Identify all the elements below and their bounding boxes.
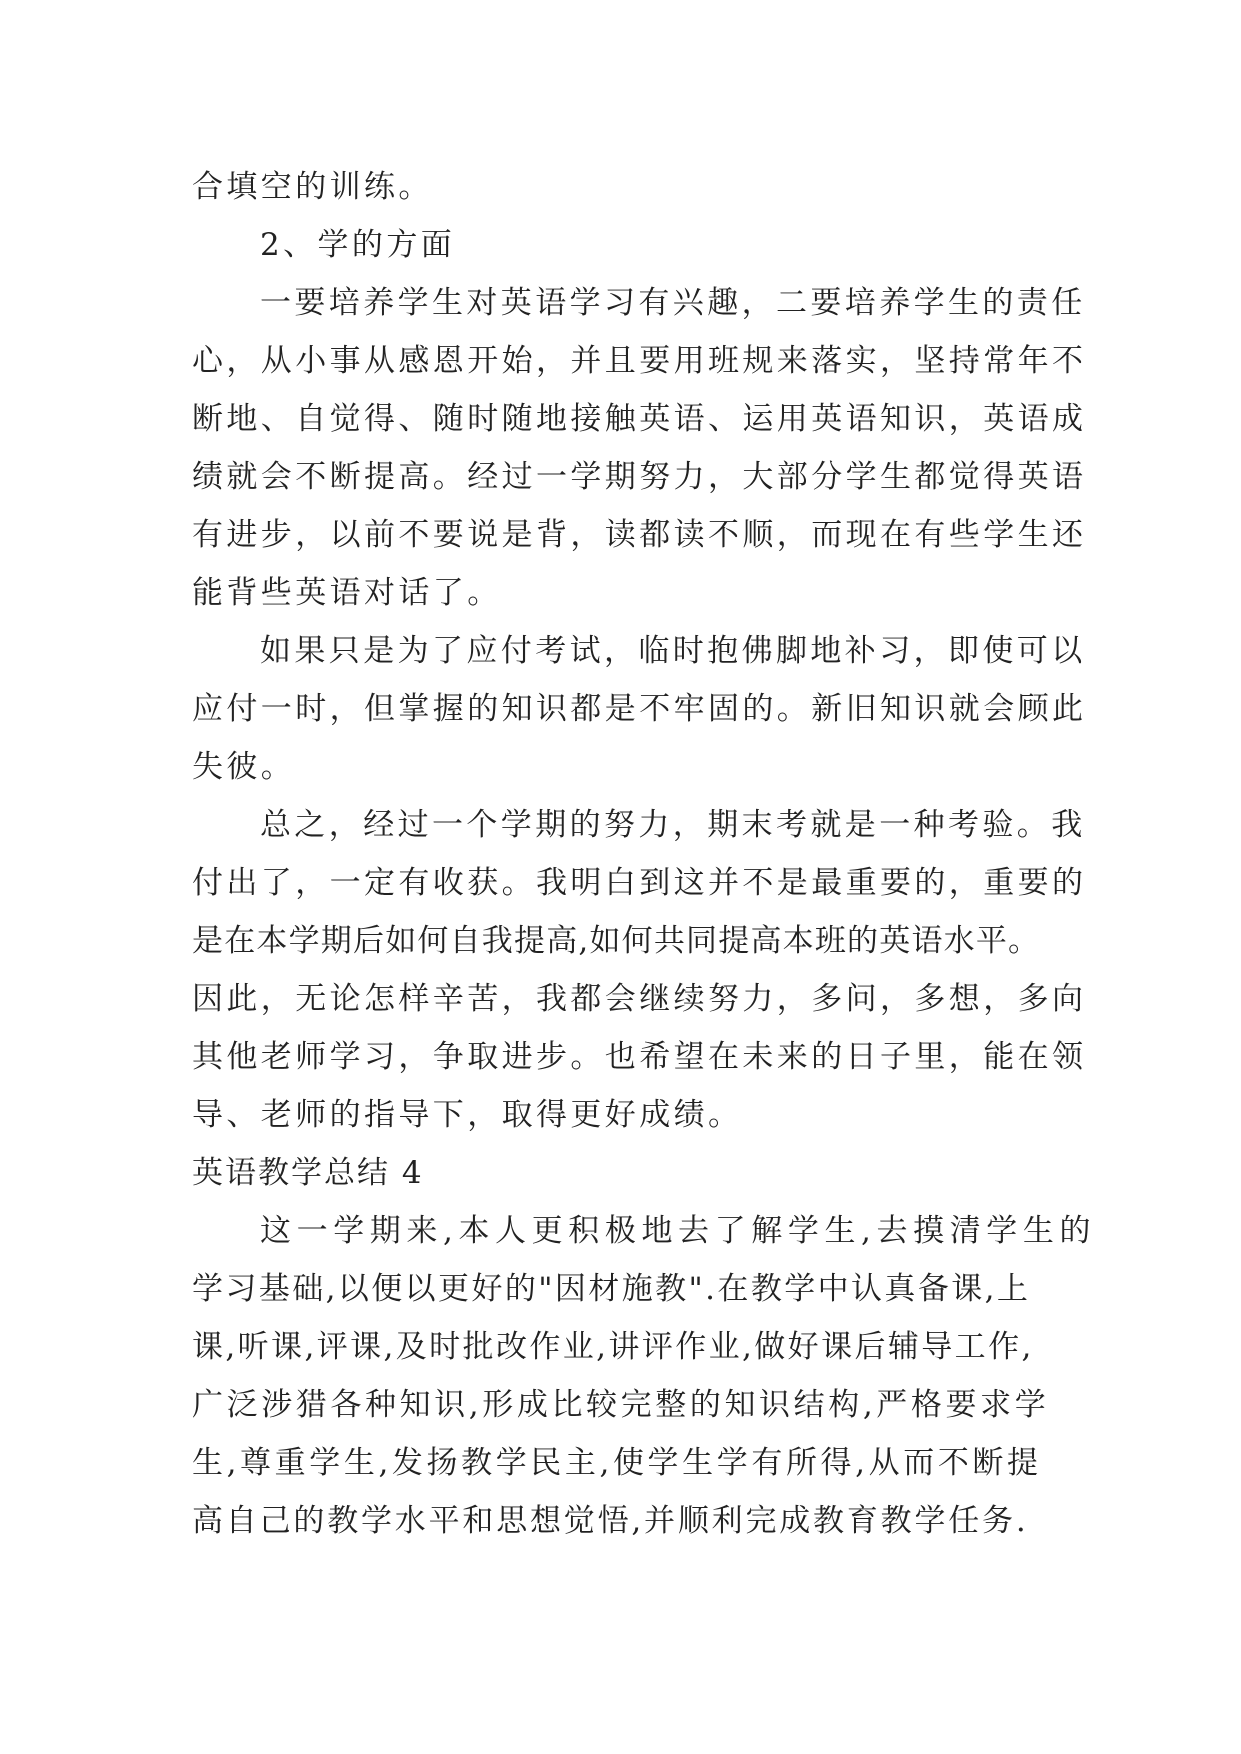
paragraph-line: 学习基础,以便以更好的"因材施教".在教学中认真备课,上 — [192, 1271, 1031, 1307]
section-heading: 英语教学总结 4 — [192, 1155, 424, 1191]
paragraph-line: 因此，无论怎样辛苦，我都会继续努力，多问，多想，多向 — [192, 981, 1087, 1017]
paragraph-line: 生,尊重学生,发扬教学民主,使学生学有所得,从而不断提 — [192, 1445, 1042, 1481]
paragraph-line: 总之，经过一个学期的努力，期末考就是一种考验。我 — [260, 807, 1086, 843]
paragraph-line: 一要培养学生对英语学习有兴趣，二要培养学生的责任 — [260, 285, 1086, 321]
paragraph-line: 导、老师的指导下，取得更好成绩。 — [192, 1097, 743, 1133]
section-subheading: 2、学的方面 — [260, 227, 456, 263]
paragraph-line: 如果只是为了应付考试，临时抱佛脚地补习，即使可以 — [260, 633, 1086, 669]
paragraph-line: 其他老师学习，争取进步。也希望在未来的日子里，能在领 — [192, 1039, 1087, 1075]
document-body — [192, 158, 1097, 1550]
paragraph-line: 有进步，以前不要说是背，读都读不顺，而现在有些学生还 — [192, 517, 1087, 553]
paragraph-line: 课,听课,评课,及时批改作业,讲评作业,做好课后辅导工作, — [192, 1329, 1034, 1365]
paragraph-line: 心，从小事从感恩开始，并且要用班规来落实，坚持常年不 — [192, 343, 1087, 379]
paragraph-line: 广泛涉猎各种知识,形成比较完整的知识结构,严格要求学 — [192, 1387, 1050, 1423]
paragraph-line: 断地、自觉得、随时随地接触英语、运用英语知识，英语成 — [192, 401, 1087, 437]
paragraph-line: 失彼。 — [192, 749, 296, 785]
paragraph-line: 能背些英语对话了。 — [192, 575, 502, 611]
paragraph-line: 绩就会不断提高。经过一学期努力，大部分学生都觉得英语 — [192, 459, 1087, 495]
paragraph-line: 合填空的训练。 — [192, 169, 433, 205]
paragraph-line: 是在本学期后如何自我提高,如何共同提高本班的英语水平。 — [192, 923, 1041, 959]
paragraph-line: 付出了，一定有收获。我明白到这并不是最重要的，重要的 — [192, 865, 1087, 901]
paragraph-line: 高自己的教学水平和思想觉悟,并顺利完成教育教学任务. — [192, 1503, 1029, 1539]
paragraph-line: 应付一时，但掌握的知识都是不牢固的。新旧知识就会顾此 — [192, 691, 1087, 727]
paragraph-line: 这一学期来,本人更积极地去了解学生,去摸清学生的 — [260, 1213, 1097, 1249]
